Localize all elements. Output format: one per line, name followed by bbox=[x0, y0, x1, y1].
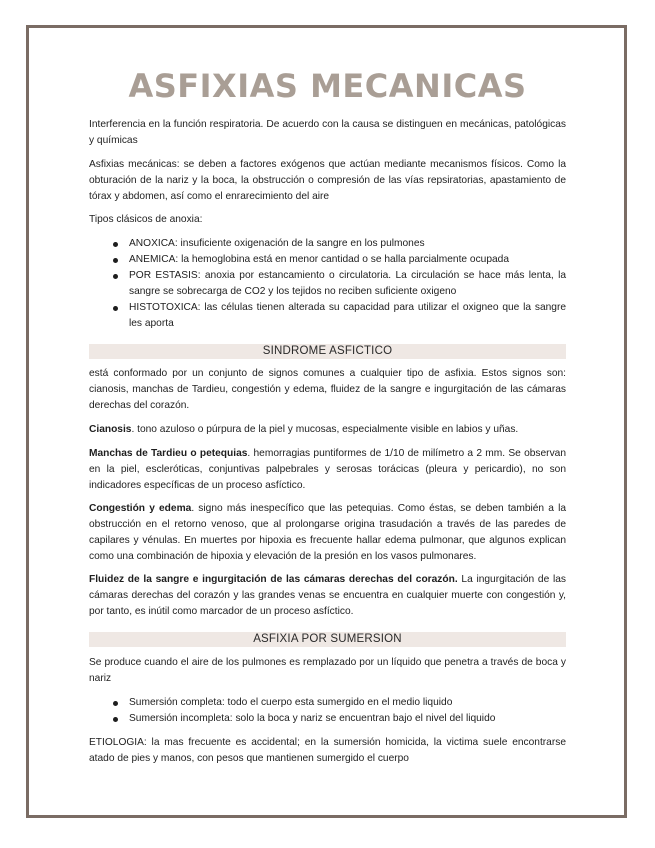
sumersion-intro-text: Se produce cuando el aire de los pulmones es remplazado por un líquido que penetra a través de boca y nariz bbox=[89, 657, 566, 684]
signo-fluidez bbox=[89, 572, 566, 620]
list-item-text: ANOXICA: insuficiente oxigenación de la sangre en los pulmones bbox=[129, 238, 425, 249]
mecanicas-paragraph bbox=[89, 157, 566, 205]
signo-term: Congestión y edema bbox=[89, 503, 192, 514]
signo-congestion bbox=[89, 501, 566, 565]
bullet-icon bbox=[113, 717, 118, 722]
sumersion-intro bbox=[89, 655, 566, 687]
list-item bbox=[89, 300, 566, 332]
signo-term: Manchas de Tardieu o petequias bbox=[89, 448, 248, 459]
bullet-icon bbox=[113, 258, 118, 263]
intro-paragraph bbox=[89, 117, 566, 149]
list-item bbox=[89, 252, 566, 268]
sumersion-list bbox=[89, 695, 566, 727]
etiologia-paragraph bbox=[89, 735, 566, 767]
signo-term: Cianosis bbox=[89, 424, 132, 435]
bullet-icon bbox=[113, 242, 118, 247]
signo-text: . hemorragias puntiformes de 1/10 de milímetro a 2 mm. Se observan en la piel, escleróticas, conjuntivas palpebrales y serosas torácicas (pleura y pericardio), no son indicadores específicas de un proceso asfíctico. bbox=[89, 448, 566, 491]
signo-text: . signo más inespecífico que las petequias. Como éstas, se deben también a la obstrucción en el retorno venoso, que al prolongarse origina trasudación a través de las paredes de capilares y vénulas. En muertes por hipoxia es frecuente hallar edema pulmonar, que algunos explican como una combinación de hipoxia y elevación de la presión en los vasos pulmonares. bbox=[89, 503, 566, 562]
list-item bbox=[89, 695, 566, 711]
page-title: ASFIXIAS MECANICAS bbox=[128, 67, 527, 105]
signo-text: La ingurgitación de las cámaras derechas del corazón y las grandes venas se encuentra en cualquier muerte con congestión y, por tanto, es inútil como marcador de un proceso asfíctico. bbox=[89, 574, 567, 617]
intro-text: Interferencia en la función respiratoria. De acuerdo con la causa se distinguen en mecánicas, patológicas y químicas bbox=[89, 119, 566, 146]
signo-manchas bbox=[89, 446, 566, 494]
list-item-text: Sumersión completa: todo el cuerpo esta sumergido en el medio liquido bbox=[129, 697, 453, 708]
tipos-heading bbox=[89, 212, 566, 228]
sindrome-intro bbox=[89, 366, 566, 414]
signo-text: . tono azuloso o púrpura de la piel y mucosas, especialmente visible en labios y uñas. bbox=[131, 424, 519, 435]
list-item-text: Sumersión incompleta: solo la boca y nariz se encuentran bajo el nivel del liquido bbox=[129, 713, 496, 724]
list-item-text: HISTOTOXICA: las células tienen alterada su capacidad para utilizar el oxigneo que la sangre les aporta bbox=[129, 302, 566, 329]
bullet-icon bbox=[113, 274, 118, 279]
list-item-text: POR ESTASIS: anoxia por estancamiento o circulatoria. La circulación se hace más lenta, la sangre se sobrecarga de CO2 y los tejidos no reciben suficiente oxigeno bbox=[129, 270, 566, 297]
sindrome-intro-text: está conformado por un conjunto de signos comunes a cualquier tipo de asfixia. Estos signos son: cianosis, manchas de Tardieu, congestión y edema, fluidez de la sangre e ingurgitación de las cámaras derechas del corazón. bbox=[89, 368, 566, 411]
list-item bbox=[89, 711, 566, 727]
list-item bbox=[89, 236, 566, 252]
etiologia-text: ETIOLOGIA: la mas frecuente es accidental; en la sumersión homicida, la victima suele encontrarse atado de pies y manos, con pesos que mantienen sumergido el cuerpo bbox=[89, 737, 566, 764]
list-item bbox=[89, 268, 566, 300]
tipos-heading-text: Tipos clásicos de anoxia: bbox=[89, 214, 203, 225]
bullet-icon bbox=[113, 306, 118, 311]
list-item-text: ANEMICA: la hemoglobina está en menor cantidad o se halla parcialmente ocupada bbox=[129, 254, 509, 265]
tipos-list bbox=[89, 236, 566, 332]
section-header-sindrome: SINDROME ASFICTICO bbox=[89, 344, 566, 359]
signo-term: Fluidez de la sangre e ingurgitación de las cámaras derechas del corazón. bbox=[89, 574, 458, 585]
bullet-icon bbox=[113, 701, 118, 706]
section-header-sumersion: ASFIXIA POR SUMERSION bbox=[89, 632, 566, 647]
mecanicas-text: Asfixias mecánicas: se deben a factores exógenos que actúan mediante mecanismos físicos. Como la obturación de la nariz y la boca, la obstrucción o compresión de las vías repsiratorias, apastamiento de tórax y abdomen, así como el enrarecimiento del aire bbox=[89, 159, 566, 202]
signo-cianosis bbox=[89, 422, 566, 438]
